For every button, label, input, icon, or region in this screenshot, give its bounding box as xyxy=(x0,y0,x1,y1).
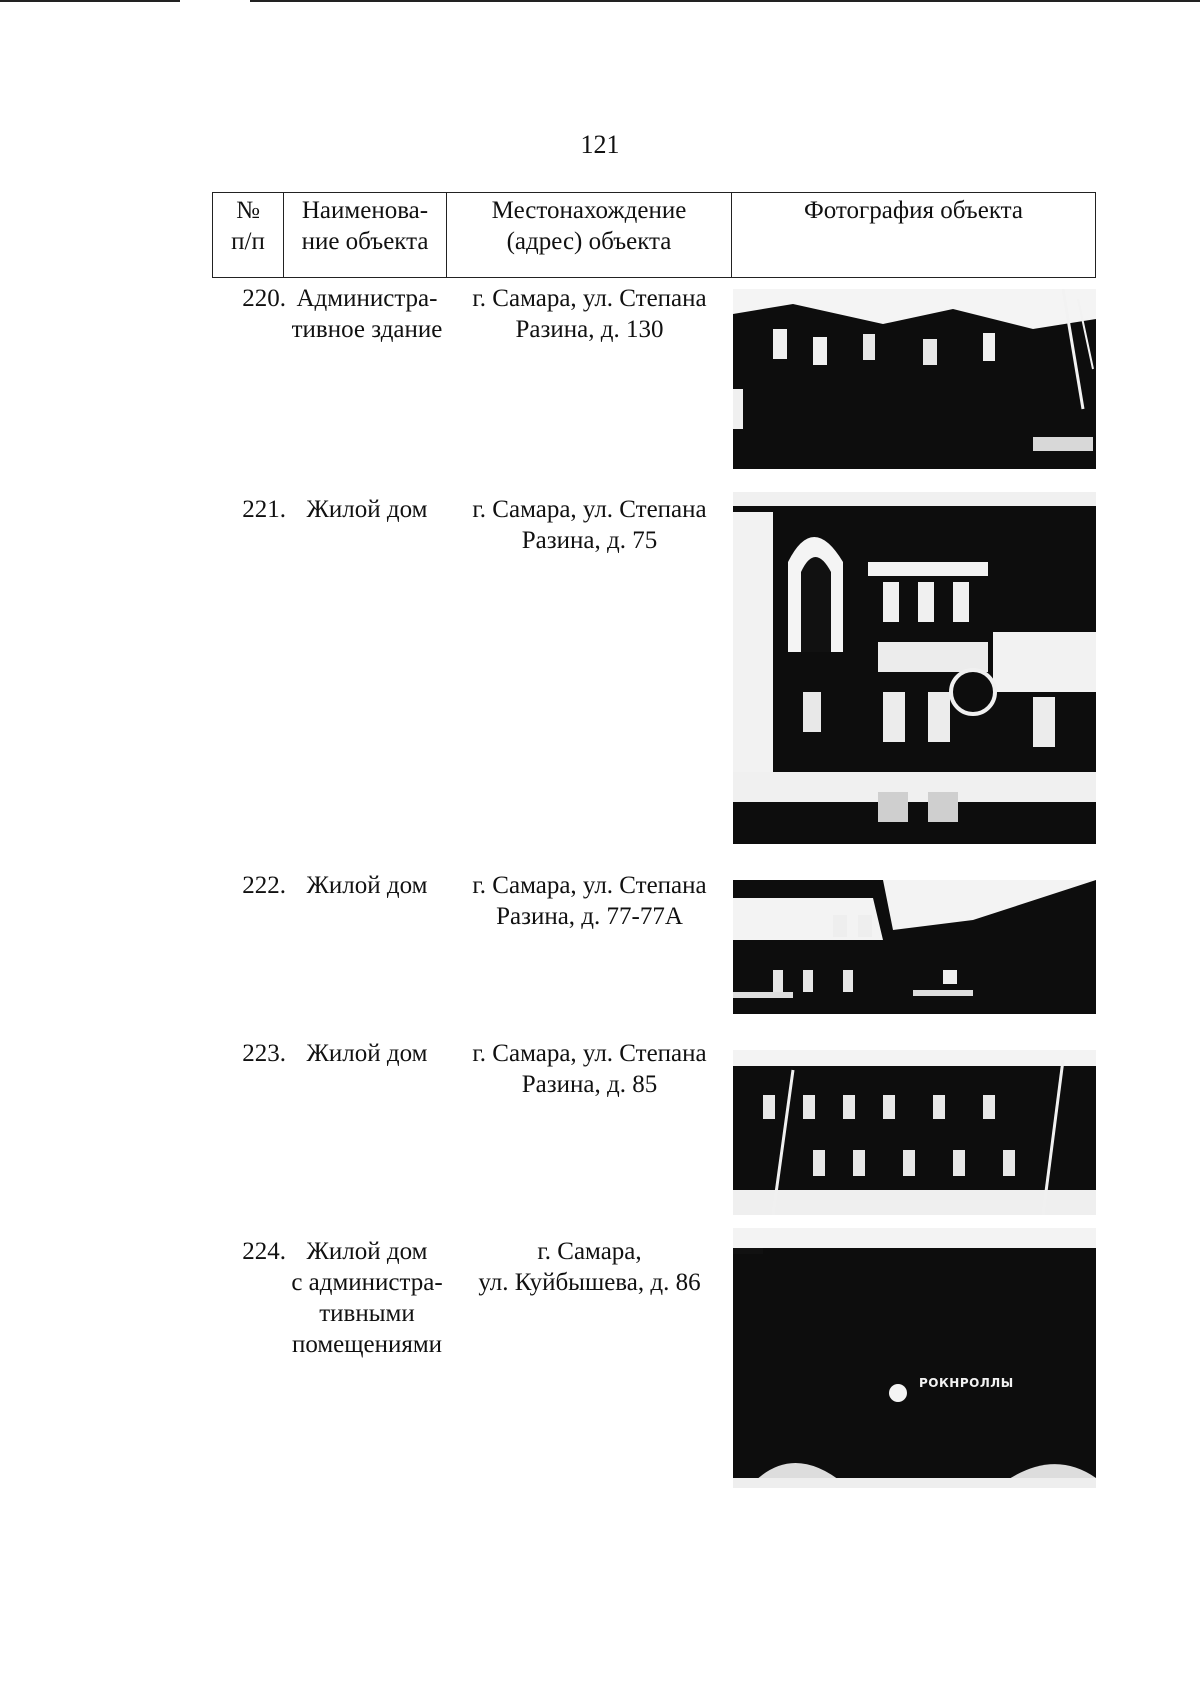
shop-sign-text: РОКНРОЛЛЫ xyxy=(919,1376,1014,1390)
top-rule-right xyxy=(250,0,1200,2)
building-photo-icon xyxy=(733,492,1096,844)
object-name: Жилой дом с администра- тивными помещениями xyxy=(291,1238,443,1358)
table-row xyxy=(212,283,1096,473)
table-row xyxy=(212,1236,1096,1486)
header-name: Наименова- ние объекта xyxy=(284,193,447,277)
table-row xyxy=(212,1038,1096,1218)
row-number: 222. xyxy=(242,872,286,899)
building-photo-icon xyxy=(733,1228,1096,1488)
object-name: Администра- тивное здание xyxy=(291,285,443,343)
row-number: 221. xyxy=(242,496,286,523)
object-name: Жилой дом xyxy=(306,496,428,523)
page-number: 121 xyxy=(580,130,620,159)
object-address: г. Самара, ул. Степана Разина, д. 130 xyxy=(472,285,707,343)
header-address: Местонахождение (адрес) объекта xyxy=(447,193,732,277)
row-number: 224. xyxy=(242,1238,286,1265)
building-photo-icon xyxy=(733,1050,1096,1215)
object-address: г. Самара, ул. Степана Разина, д. 75 xyxy=(472,496,707,554)
object-name: Жилой дом xyxy=(306,872,428,899)
building-photo-icon xyxy=(733,289,1096,469)
header-num: № п/п xyxy=(213,193,284,277)
object-address: г. Самара, ул. Степана Разина, д. 85 xyxy=(472,1040,707,1098)
top-rule-left xyxy=(0,0,180,2)
table-row xyxy=(212,870,1096,1015)
building-photo-icon xyxy=(733,880,1096,1014)
object-address: г. Самара, ул. Куйбышева, д. 86 xyxy=(478,1238,701,1296)
table-header xyxy=(212,192,1096,278)
object-address: г. Самара, ул. Степана Разина, д. 77-77А xyxy=(472,872,707,930)
table-row xyxy=(212,494,1096,844)
header-photo: Фотография объекта xyxy=(804,197,1023,224)
object-name: Жилой дом xyxy=(306,1040,428,1067)
row-number: 220. xyxy=(242,285,286,312)
row-number: 223. xyxy=(242,1040,286,1067)
